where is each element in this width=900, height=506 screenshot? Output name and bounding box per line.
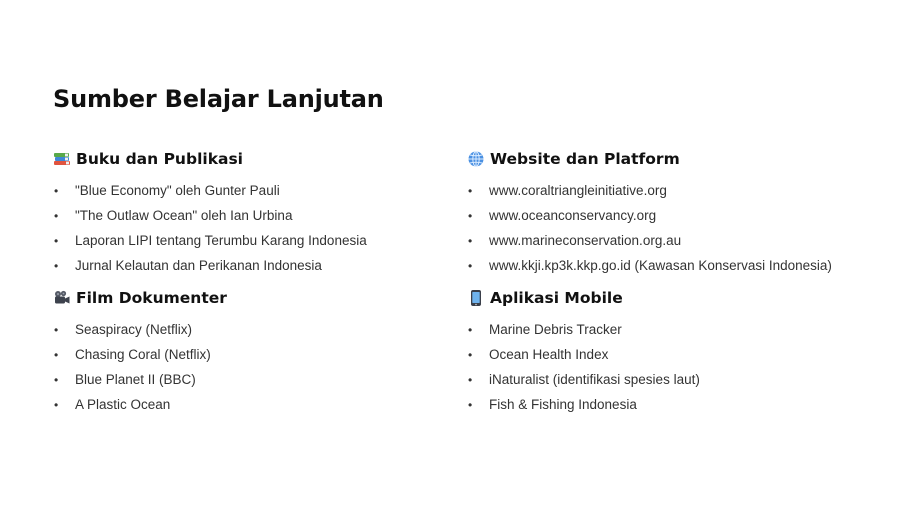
page-title: Sumber Belajar Lanjutan: [53, 85, 384, 113]
item-text: Blue Planet II (BBC): [75, 372, 196, 387]
section-heading-text: Film Dokumenter: [76, 289, 227, 307]
list-item: [53, 228, 473, 253]
bullet: •: [468, 258, 473, 273]
item-text: Fish & Fishing Indonesia: [489, 397, 637, 412]
bullet: •: [468, 233, 473, 248]
section-films: [53, 286, 473, 417]
list-item: [467, 317, 887, 342]
bullet: •: [468, 372, 473, 387]
list-item: [467, 392, 887, 417]
item-text: "The Outlaw Ocean" oleh Ian Urbina: [75, 208, 293, 223]
section-books: [53, 147, 473, 278]
bullet: •: [468, 208, 473, 223]
bullet: •: [54, 397, 59, 412]
list-item: [53, 203, 473, 228]
section-apps: [467, 286, 887, 417]
list-item: [467, 228, 887, 253]
item-list: [467, 178, 887, 278]
list-item: [467, 342, 887, 367]
item-text: www.oceanconservancy.org: [489, 208, 657, 223]
bullet: •: [468, 347, 473, 362]
bullet: •: [54, 347, 59, 362]
bullet: •: [54, 258, 59, 273]
bullet: •: [468, 322, 473, 337]
mobile-phone-icon: [467, 289, 485, 307]
section-websites: [467, 147, 887, 278]
section-heading-text: Aplikasi Mobile: [490, 289, 623, 307]
item-list: [53, 178, 473, 278]
section-heading: [53, 147, 473, 171]
list-item: [53, 253, 473, 278]
list-item: [467, 367, 887, 392]
item-text: www.marineconservation.org.au: [489, 233, 682, 248]
item-text: Marine Debris Tracker: [489, 322, 622, 337]
item-text: Ocean Health Index: [489, 347, 609, 362]
bullet: •: [54, 233, 59, 248]
item-text: Jurnal Kelautan dan Perikanan Indonesia: [75, 258, 322, 273]
item-text: www.kkji.kp3k.kkp.go.id (Kawasan Konservasi Indonesia): [489, 258, 832, 273]
section-heading-text: Website dan Platform: [490, 150, 680, 168]
list-item: [467, 203, 887, 228]
item-text: www.coraltriangleinitiative.org: [489, 183, 667, 198]
bullet: •: [468, 183, 473, 198]
section-heading: [53, 286, 473, 310]
list-item: [467, 178, 887, 203]
section-heading: [467, 147, 887, 171]
list-item: [53, 178, 473, 203]
item-list: [53, 317, 473, 417]
bullet: •: [468, 397, 473, 412]
item-text: Chasing Coral (Netflix): [75, 347, 211, 362]
movie-camera-icon: [53, 289, 71, 307]
list-item: [53, 392, 473, 417]
item-text: Seaspiracy (Netflix): [75, 322, 193, 337]
list-item: [53, 367, 473, 392]
item-list: [467, 317, 887, 417]
globe-icon: [467, 150, 485, 168]
bullet: •: [54, 208, 59, 223]
list-item: [467, 253, 887, 278]
books-icon: [53, 150, 71, 168]
section-heading-text: Buku dan Publikasi: [76, 150, 243, 168]
bullet: •: [54, 322, 59, 337]
item-text: A Plastic Ocean: [75, 397, 171, 412]
bullet: •: [54, 372, 59, 387]
item-text: Laporan LIPI tentang Terumbu Karang Indonesia: [75, 233, 367, 248]
list-item: [53, 317, 473, 342]
item-text: "Blue Economy" oleh Gunter Pauli: [75, 183, 280, 198]
bullet: •: [54, 183, 59, 198]
item-text: iNaturalist (identifikasi spesies laut): [489, 372, 700, 387]
list-item: [53, 342, 473, 367]
section-heading: [467, 286, 887, 310]
